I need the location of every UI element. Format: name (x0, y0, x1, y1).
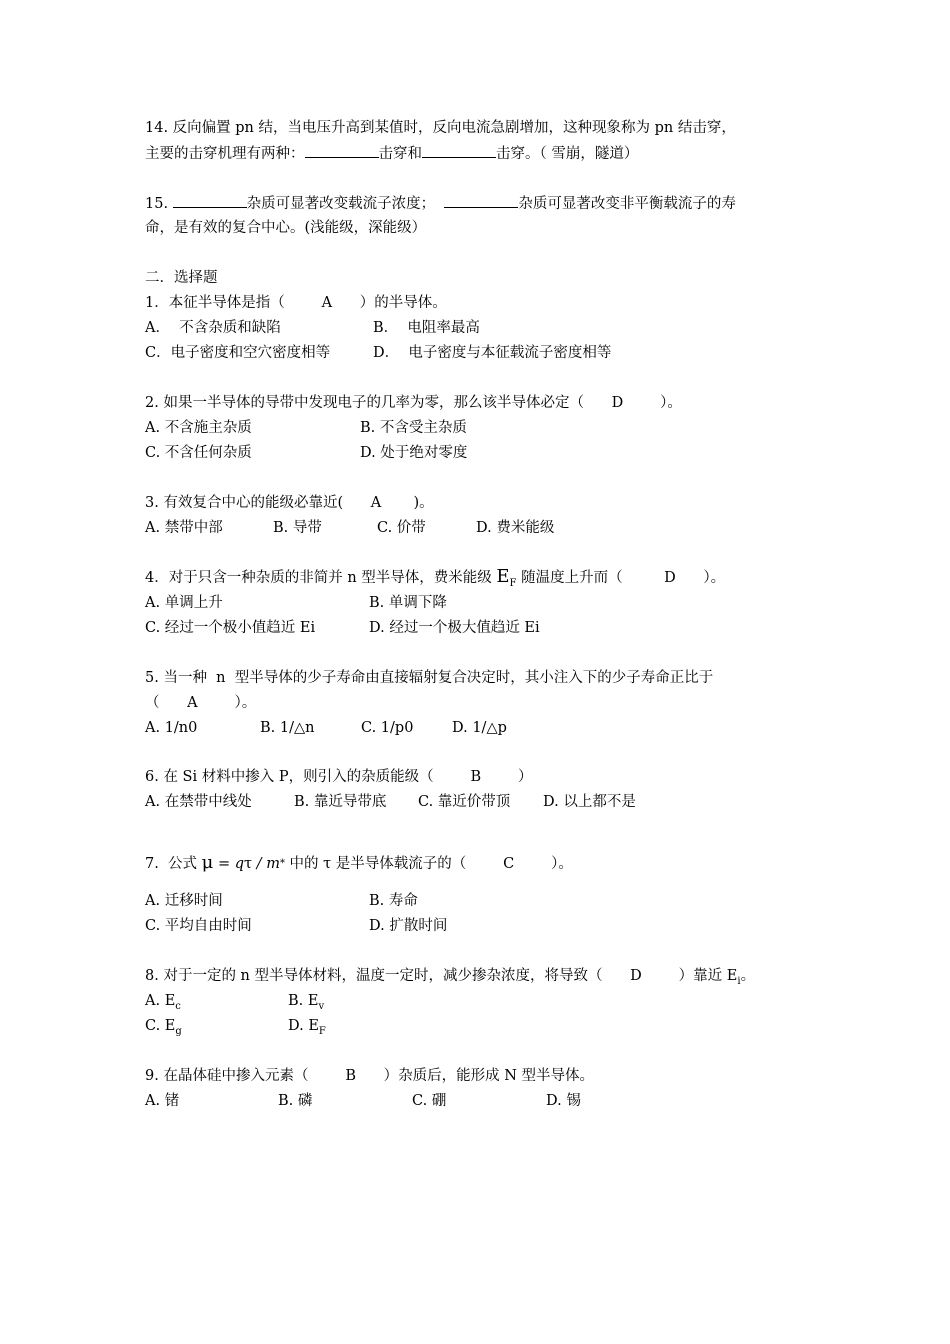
c3-opt-c: C. 价带 (377, 520, 426, 536)
c1-opt-a: A． 不含杂质和缺陷 (145, 320, 281, 336)
c8-text-b: 。 (740, 968, 756, 984)
c8-opt-a (145, 991, 181, 1017)
c7-opt-a: A. 迁移时间 (145, 893, 223, 909)
c7-text-a: 7. 公式 (145, 856, 202, 872)
c3-opt-a: A. 禁带中部 (145, 520, 223, 536)
c4-opt-b: B. 单调下降 (369, 595, 447, 611)
c8-opt-b-text: B. E (288, 993, 319, 1009)
c5-opt-d: D. 1/△p (452, 720, 507, 736)
c4-text-b: 随温度上升而（ D ）。 (516, 570, 726, 586)
section-title: 二．选择题 (145, 270, 218, 286)
c8-opt-b-sub: v (318, 1001, 325, 1012)
c8-opt-d (288, 1016, 326, 1042)
c3-opt-b: B. 导带 (273, 520, 322, 536)
formula-equals: = (213, 856, 235, 872)
c6-opt-a: A. 在禁带中线处 (145, 794, 252, 810)
c6-opt-d: D. 以上都不是 (543, 794, 636, 810)
c4-opt-d: D. 经过一个极大值趋近 Ei (369, 620, 540, 636)
c4-opt-c: C. 经过一个极小值趋近 Ei (145, 620, 316, 636)
q15-text-a: 15. (145, 196, 173, 212)
c2-opt-b: B. 不含受主杂质 (360, 420, 467, 436)
c4-opt-a: A. 单调上升 (145, 595, 223, 611)
formula-mu: μ (201, 852, 214, 873)
c8-opt-a-sub: c (175, 1001, 181, 1012)
q14-text-a: 主要的击穿机理有两种： (145, 146, 305, 162)
formula-m: m (266, 856, 280, 872)
c8-opt-c-sub: g (175, 1026, 182, 1037)
c7-opt-c: C. 平均自由时间 (145, 918, 252, 934)
q14-text-b: 击穿和 (378, 146, 422, 162)
q14-text-c: 击穿。（ 雪崩，隧道） (496, 146, 639, 162)
c2-opt-a: A. 不含施主杂质 (145, 420, 252, 436)
fermi-level-symbol: E (496, 566, 510, 587)
c3-opt-d: D. 费米能级 (476, 520, 555, 536)
c8-stem-subscript: i (737, 976, 741, 987)
c1-opt-c: C．电子密度和空穴密度相等 (145, 345, 331, 361)
c5-opt-a: A. 1/n0 (145, 720, 198, 736)
c4-stem (145, 567, 725, 594)
c7-opt-d: D. 扩散时间 (369, 918, 448, 934)
q15-text-b: 杂质可显著改变载流子浓度； (246, 196, 445, 212)
c5-opt-c: C. 1/p0 (361, 720, 414, 736)
q15-line2: 命，是有效的复合中心。(浅能级，深能级） (145, 220, 427, 236)
q15-blank-2 (444, 193, 518, 208)
c3-stem: 3. 有效复合中心的能级必靠近( A )。 (145, 495, 434, 511)
c7-text-b: 中的 τ 是半导体载流子的（ C ）。 (284, 856, 573, 872)
c2-opt-d: D. 处于绝对零度 (360, 445, 468, 461)
c1-stem: 1．本征半导体是指（ A ）的半导体。 (145, 295, 447, 311)
q14-blank-1 (305, 143, 379, 158)
c2-opt-c: C. 不含任何杂质 (145, 445, 252, 461)
c9-opt-c: C. 硼 (412, 1093, 447, 1109)
c8-opt-d-text: D. E (288, 1018, 319, 1034)
formula-star: * (279, 858, 285, 869)
c5-stem-1: 5. 当一种 n 型半导体的少子寿命由直接辐射复合决定时，其小注入下的少子寿命正比于 (145, 670, 714, 686)
c8-opt-a-text: A. E (145, 993, 176, 1009)
q15-text-c: 杂质可显著改变非平衡载流子的寿 (518, 196, 736, 212)
c8-text-a: 8. 对于一定的 n 型半导体材料，温度一定时，减少掺杂浓度，将导致（ D ）靠近 E (145, 968, 738, 984)
c4-text-a: 4．对于只含一种杂质的非简并 n 型半导体，费米能级 (145, 570, 497, 586)
c8-opt-d-sub: F (318, 1026, 326, 1037)
fermi-level-subscript: F (509, 578, 517, 589)
c9-opt-b: B. 磷 (278, 1093, 313, 1109)
c1-opt-d: D． 电子密度与本征载流子密度相等 (373, 345, 612, 361)
c7-stem (145, 853, 573, 874)
c6-stem: 6. 在 Si 材料中掺入 P，则引入的杂质能级（ B ） (145, 769, 533, 785)
q15-blank-1 (173, 193, 247, 208)
q14-blank-2 (422, 143, 496, 158)
c9-opt-a: A. 锗 (145, 1093, 180, 1109)
c7-opt-b: B. 寿命 (369, 893, 418, 909)
c6-opt-c: C. 靠近价带顶 (418, 794, 511, 810)
formula-tau: τ (244, 856, 253, 872)
c5-stem-2: （ A ）。 (145, 695, 257, 711)
c1-opt-b: B． 电阻率最高 (373, 320, 480, 336)
c9-stem: 9. 在晶体硅中掺入元素（ B ）杂质后，能形成 N 型半导体。 (145, 1068, 595, 1084)
q14-line2 (145, 143, 638, 164)
formula-q: q (234, 856, 245, 872)
c6-opt-b: B. 靠近导带底 (294, 794, 387, 810)
formula-slash: / (252, 856, 267, 872)
c5-opt-b: B. 1/△n (260, 720, 315, 736)
c8-stem (145, 966, 755, 992)
c8-opt-c-text: C. E (145, 1018, 176, 1034)
q15-line1 (145, 193, 736, 214)
c8-opt-b (288, 991, 324, 1017)
c2-stem: 2. 如果一半导体的导带中发现电子的几率为零，那么该半导体必定（ D ）。 (145, 395, 682, 411)
c9-opt-d: D. 锡 (546, 1093, 581, 1109)
q14-line1: 14. 反向偏置 pn 结，当电压升高到某值时，反向电流急剧增加，这种现象称为 pn 结击穿， (145, 120, 736, 136)
c8-opt-c (145, 1016, 182, 1042)
